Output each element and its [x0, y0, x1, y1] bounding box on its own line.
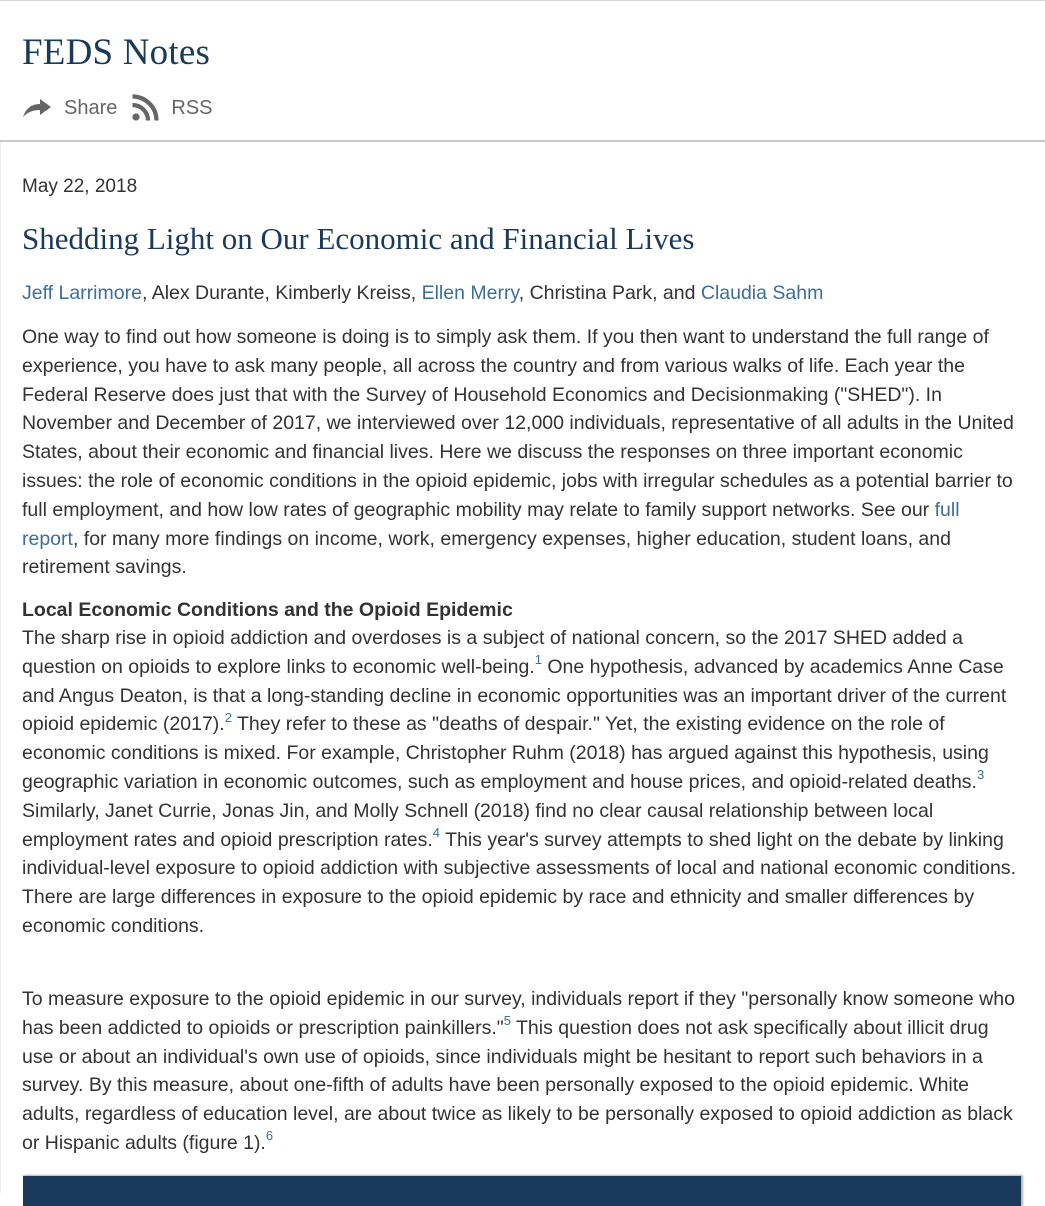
paragraph-text: They refer to these as "deaths of despair." Yet, the existing evidence on the role of economic conditions is mixed. For example, Christopher Ruhm (2018) has argued against this hypothesis, using geographic variation in economic outcomes, such as employment and house prices, and opioid-related deaths.	[22, 713, 989, 793]
author-separator: , and	[652, 282, 701, 304]
share-label: Share	[64, 96, 118, 119]
author-separator: ,	[518, 282, 530, 304]
publish-date: May 22, 2018	[22, 176, 138, 197]
opioid-paragraph-2	[22, 985, 1017, 1158]
paragraph-text: This question does not ask specifically about illicit drug use or about an individual's own use of opioids, since individuals might be hesitant to report such behaviors in a survey. By this measure, about one-fifth of adults have been personally exposed to the opioid epidemic. White adults, regardless of education level, are about twice as likely to be personally exposed to opioid addiction as black or Hispanic adults (figure 1).	[22, 1016, 1013, 1154]
footnote-link-2[interactable]: 2	[224, 709, 232, 725]
rss-label: RSS	[171, 96, 213, 119]
page-header	[0, 1, 1045, 140]
opioid-paragraph-1	[22, 624, 1017, 941]
intro-text: One way to find out how someone is doing is to simply ask them. If you then want to understand the full range of experience, you have to ask many people, all across the country and from various walks of life. Each year the Federal Reserve does just that with the Survey of Household Economics and Decisionmaking ("SHED"). In November and December of 2017, we interviewed over 12,000 individuals, representative of all adults in the United States, about their economic and financial lives. Here we discuss the responses on three important economic issues: the role of economic conditions in the opioid epidemic, jobs with irregular schedules as a potential barrier to full employment, and how low rates of geographic mobility may relate to family support networks. See our	[22, 326, 1014, 521]
share-button[interactable]	[22, 97, 117, 120]
paragraph-text: Similarly, Janet Currie, Jonas Jin, and Molly Schnell (2018) find no clear causal relationship between local employment rates and opioid prescription rates.	[22, 799, 934, 851]
author-link-jeff-larrimore[interactable]: Jeff Larrimore	[22, 282, 142, 304]
rss-button[interactable]	[131, 94, 212, 122]
author-kimberly-kreiss: Kimberly Kreiss	[275, 282, 411, 304]
full-report-link[interactable]: full report	[22, 498, 960, 550]
section-heading-opioid: Local Economic Conditions and the Opioid Epidemic	[22, 599, 513, 621]
content-left-border	[0, 142, 1, 1193]
author-list	[22, 282, 823, 304]
paragraph-text: One hypothesis, advanced by academics Anne Case and Angus Deaton, is that a long-standing decline in economic opportunities was an important driver of the current opioid epidemic (2017).	[22, 655, 1007, 736]
intro-paragraph	[22, 323, 1017, 582]
paragraph-text: This year's survey attempts to shed light on the debate by linking individual-level exposure to opioid addiction with subjective assessments of local and national economic conditions. There are large differences in exposure to the opioid epidemic by race and ethnicity and smaller differences by economic conditions.	[22, 828, 1016, 937]
footnote-link-5[interactable]: 5	[503, 1013, 511, 1029]
figure-1-header-box	[23, 1175, 1021, 1206]
author-link-claudia-sahm[interactable]: Claudia Sahm	[700, 282, 824, 304]
author-separator: ,	[141, 282, 152, 304]
footnote-link-1[interactable]: 1	[534, 652, 542, 668]
article-title: Shedding Light on Our Economic and Financial Lives	[22, 221, 695, 256]
header-divider	[0, 140, 1045, 142]
share-arrow-icon	[22, 98, 52, 118]
footnote-link-6[interactable]: 6	[265, 1128, 274, 1144]
intro-text-end: , for many more findings on income, work, emergency expenses, higher education, student loans, and retirement savings.	[22, 527, 951, 579]
author-separator: ,	[410, 282, 422, 304]
author-alex-durante: Alex Durante	[151, 282, 265, 304]
footnote-link-3[interactable]: 3	[976, 767, 985, 783]
share-toolbar	[22, 93, 213, 123]
author-christina-park: Christina Park	[529, 282, 653, 304]
site-title[interactable]: FEDS Notes	[22, 32, 211, 73]
author-link-ellen-merry[interactable]: Ellen Merry	[421, 282, 519, 304]
author-separator: ,	[264, 282, 276, 304]
rss-feed-icon	[131, 94, 159, 122]
paragraph-text: To measure exposure to the opioid epidemic in our survey, individuals report if they "personally know someone who has been addicted to opioids or prescription painkillers."	[22, 988, 1015, 1039]
paragraph-text: The sharp rise in opioid addiction and overdoses is a subject of national concern, so the 2017 SHED added a question on opioids to explore links to economic well-being.	[22, 627, 963, 678]
footnote-link-4[interactable]: 4	[432, 825, 441, 841]
